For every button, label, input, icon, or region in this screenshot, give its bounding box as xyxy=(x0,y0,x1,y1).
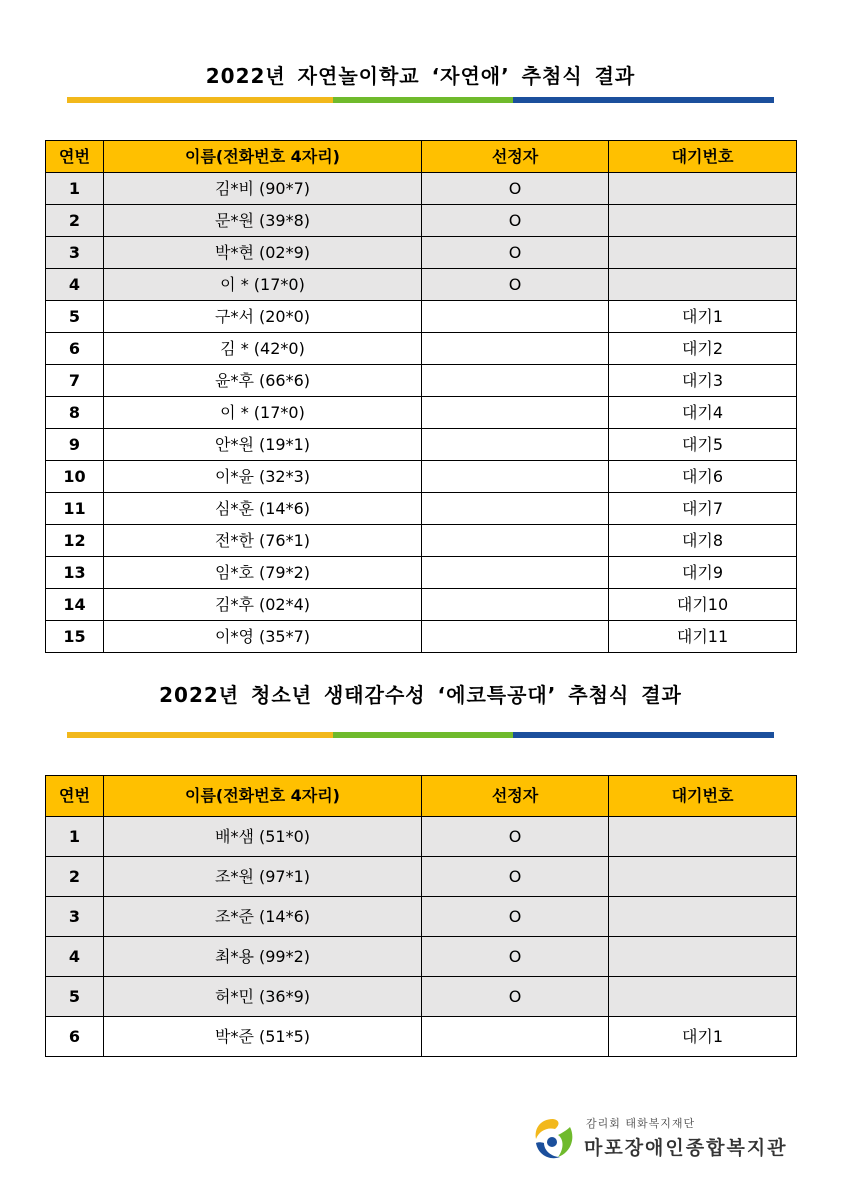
row-number: 6 xyxy=(46,333,104,365)
row-number: 10 xyxy=(46,461,104,493)
row-number: 2 xyxy=(46,205,104,237)
row-number: 3 xyxy=(46,237,104,269)
participant-name: 문*원 (39*8) xyxy=(104,205,422,237)
row-number: 8 xyxy=(46,397,104,429)
table-row xyxy=(46,937,797,977)
selected-mark xyxy=(422,333,609,365)
row-number: 15 xyxy=(46,621,104,653)
row-number: 3 xyxy=(46,897,104,937)
participant-name: 조*원 (97*1) xyxy=(104,857,422,897)
wait-number: 대기8 xyxy=(609,525,797,557)
section1-title: 2022년 자연놀이학교 ‘자연애’ 추첨식 결과 xyxy=(205,64,636,88)
participant-name: 이 * (17*0) xyxy=(104,397,422,429)
header-no: 연번 xyxy=(46,776,104,817)
table-row xyxy=(46,557,797,589)
participant-name: 김*후 (02*4) xyxy=(104,589,422,621)
table-row xyxy=(46,269,797,301)
header-selected: 선정자 xyxy=(422,776,609,817)
row-number: 12 xyxy=(46,525,104,557)
selected-mark: O xyxy=(422,857,609,897)
table-row xyxy=(46,525,797,557)
wait-number xyxy=(609,269,797,301)
participant-name: 김*비 (90*7) xyxy=(104,173,422,205)
table-row xyxy=(46,1017,797,1057)
table-row xyxy=(46,589,797,621)
selected-mark xyxy=(422,589,609,621)
table-row xyxy=(46,397,797,429)
row-number: 1 xyxy=(46,173,104,205)
participant-name: 김 * (42*0) xyxy=(104,333,422,365)
section2-title: 2022년 청소년 생태감수성 ‘에코특공대’ 추첨식 결과 xyxy=(159,683,682,707)
participant-name: 박*현 (02*9) xyxy=(104,237,422,269)
selected-mark xyxy=(422,365,609,397)
participant-name: 박*준 (51*5) xyxy=(104,1017,422,1057)
table-header-row xyxy=(46,141,797,173)
header-name: 이름(전화번호 4자리) xyxy=(104,141,422,173)
selected-mark xyxy=(422,461,609,493)
table-row xyxy=(46,333,797,365)
participant-name: 윤*후 (66*6) xyxy=(104,365,422,397)
organization-subtitle: 감리회 태화복지재단 xyxy=(586,1117,696,1130)
header-wait: 대기번호 xyxy=(609,776,797,817)
table-row xyxy=(46,205,797,237)
wait-number xyxy=(609,237,797,269)
participant-name: 최*용 (99*2) xyxy=(104,937,422,977)
row-number: 13 xyxy=(46,557,104,589)
row-number: 5 xyxy=(46,301,104,333)
participant-name: 조*준 (14*6) xyxy=(104,897,422,937)
participant-name: 안*원 (19*1) xyxy=(104,429,422,461)
table-row xyxy=(46,365,797,397)
table-row xyxy=(46,461,797,493)
section2-table xyxy=(45,775,797,1057)
selected-mark: O xyxy=(422,205,609,237)
row-number: 1 xyxy=(46,817,104,857)
foundation-logo-icon xyxy=(530,1115,576,1161)
wait-number: 대기3 xyxy=(609,365,797,397)
selected-mark xyxy=(422,1017,609,1057)
row-number: 4 xyxy=(46,269,104,301)
wait-number: 대기11 xyxy=(609,621,797,653)
participant-name: 이*영 (35*7) xyxy=(104,621,422,653)
table-row xyxy=(46,621,797,653)
table-row xyxy=(46,977,797,1017)
participant-name: 전*한 (76*1) xyxy=(104,525,422,557)
selected-mark xyxy=(422,557,609,589)
table-row xyxy=(46,897,797,937)
wait-number: 대기7 xyxy=(609,493,797,525)
selected-mark xyxy=(422,301,609,333)
row-number: 9 xyxy=(46,429,104,461)
header-no: 연번 xyxy=(46,141,104,173)
row-number: 4 xyxy=(46,937,104,977)
wait-number: 대기1 xyxy=(609,301,797,333)
participant-name: 심*훈 (14*6) xyxy=(104,493,422,525)
table-header-row xyxy=(46,776,797,817)
participant-name: 임*호 (79*2) xyxy=(104,557,422,589)
wait-number: 대기1 xyxy=(609,1017,797,1057)
table-row xyxy=(46,857,797,897)
wait-number xyxy=(609,857,797,897)
row-number: 7 xyxy=(46,365,104,397)
participant-name: 이*윤 (32*3) xyxy=(104,461,422,493)
selected-mark: O xyxy=(422,237,609,269)
row-number: 11 xyxy=(46,493,104,525)
wait-number: 대기4 xyxy=(609,397,797,429)
selected-mark: O xyxy=(422,977,609,1017)
table-row xyxy=(46,817,797,857)
wait-number xyxy=(609,977,797,1017)
table-row xyxy=(46,493,797,525)
wait-number: 대기10 xyxy=(609,589,797,621)
table-row xyxy=(46,173,797,205)
wait-number xyxy=(609,937,797,977)
selected-mark: O xyxy=(422,173,609,205)
wait-number xyxy=(609,897,797,937)
wait-number: 대기9 xyxy=(609,557,797,589)
header-wait: 대기번호 xyxy=(609,141,797,173)
section1-divider xyxy=(67,97,774,103)
selected-mark: O xyxy=(422,269,609,301)
selected-mark xyxy=(422,621,609,653)
participant-name: 이 * (17*0) xyxy=(104,269,422,301)
row-number: 5 xyxy=(46,977,104,1017)
organization-logo xyxy=(530,1113,800,1165)
participant-name: 허*민 (36*9) xyxy=(104,977,422,1017)
wait-number xyxy=(609,205,797,237)
selected-mark: O xyxy=(422,937,609,977)
wait-number: 대기5 xyxy=(609,429,797,461)
wait-number xyxy=(609,817,797,857)
selected-mark: O xyxy=(422,897,609,937)
wait-number: 대기2 xyxy=(609,333,797,365)
selected-mark xyxy=(422,493,609,525)
wait-number xyxy=(609,173,797,205)
header-name: 이름(전화번호 4자리) xyxy=(104,776,422,817)
section1-table xyxy=(45,140,797,653)
row-number: 14 xyxy=(46,589,104,621)
organization-name: 마포장애인종합복지관 xyxy=(584,1137,788,1159)
selected-mark xyxy=(422,397,609,429)
row-number: 2 xyxy=(46,857,104,897)
table-row xyxy=(46,237,797,269)
table-row xyxy=(46,301,797,333)
table-row xyxy=(46,429,797,461)
header-selected: 선정자 xyxy=(422,141,609,173)
participant-name: 구*서 (20*0) xyxy=(104,301,422,333)
selected-mark xyxy=(422,525,609,557)
section2-divider xyxy=(67,732,774,738)
row-number: 6 xyxy=(46,1017,104,1057)
participant-name: 배*샘 (51*0) xyxy=(104,817,422,857)
wait-number: 대기6 xyxy=(609,461,797,493)
selected-mark: O xyxy=(422,817,609,857)
selected-mark xyxy=(422,429,609,461)
